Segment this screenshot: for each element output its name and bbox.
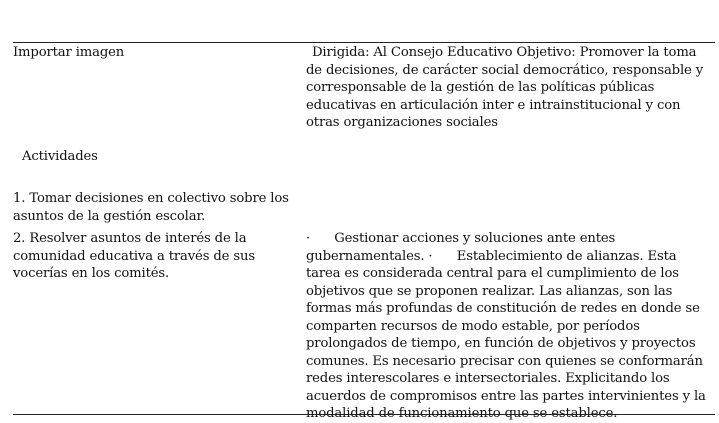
activity-item-2: 2. Resolver asuntos de interés de la comunidad educativa a través de sus vocerías en los comités. — [13, 231, 255, 281]
council-objective-content: Dirigida: Al Consejo Educativo Objetivo: Promover la toma de decisiones, de carácter social democrático, responsable y corresponsable de la gestión de las políticas públicas educativas en articulación inter e intrainstitucional y con otras organizaciones sociales — [306, 45, 704, 130]
import-image-placeholder: Importar imagen — [13, 45, 125, 60]
council-objective-text — [306, 44, 714, 132]
activities-heading: Actividades — [22, 149, 98, 164]
activity-item-1: 1. Tomar decisiones en colectivo sobre los asuntos de la gestión escolar. — [13, 191, 289, 224]
table-top-rule — [13, 42, 715, 43]
activity-2-description: · Gestionar acciones y soluciones ante entes gubernamentales. · Establecimiento de alianzas. Esta tarea es considerada central para el cumplimiento de los objetivos que se proponen realizar. Las alianzas, son las formas más profundas de constitución de redes en donde se comparten recursos de modo estable, por períodos prolongados de tiempo, en función de objetivos y proyectos comunes. Es necesario precisar con quienes se conformarán redes interescolares e intersectoriales. Explicitando los acuerdos de compromisos entre las partes intervinientes y la modalidad de funcionamiento que se establece. — [306, 231, 710, 421]
table-bottom-rule — [13, 414, 715, 415]
